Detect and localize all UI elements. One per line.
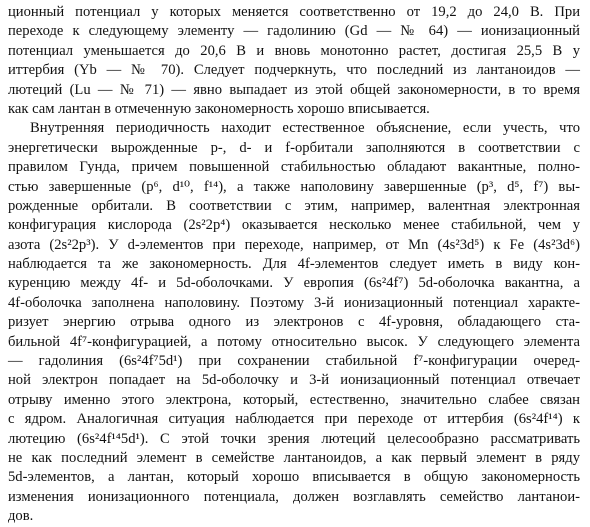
text-line: энергетически вырожденные p-, d- и f-орбитали заполняются в соответствии с	[8, 139, 580, 156]
text-line: иттербия (Yb — № 70). Следует подчеркнуть, что последний из лантаноидов —	[8, 62, 580, 79]
text-line: как сам лантан в отмеченную закономерность хорошо вписывается.	[8, 100, 430, 117]
paragraph-1	[8, 3, 580, 119]
text-line: куренцию между 4f- и 5d-оболочками. У европия (6s²4f⁷) 5d-оболочка вакантна, а	[8, 275, 580, 292]
text-line: лютеций (Lu — № 71) — явно выпадает из этой общей закономерности, в то время	[8, 81, 580, 98]
text-line: азота (2s²2p³). У d-элементов при переходе, например, от Mn (4s²3d⁵) к Fe (4s²3d⁶)	[8, 236, 580, 253]
text-line: 4f-оболочка заполнена наполовину. Поэтому 3-й ионизационный потенциал характе-	[8, 294, 580, 311]
text-line: 5d-элементов, а лантан, который хорошо вписывается в общую закономерность	[8, 469, 580, 486]
text-line: бильной 4f⁷-конфигурацией, а потому относительно высок. У следующего элемента	[8, 333, 580, 350]
text-line: лютецию (6s²4f¹⁴5d¹). С этой точки зрения лютеций целесообразно рассматривать	[8, 430, 580, 447]
text-line: не как последний элемент в семействе лантаноидов, а как первый элемент в ряду	[8, 449, 580, 466]
text-line: дов.	[8, 508, 34, 525]
text-line: изменения ионизационного потенциала, должен возглавлять семейство лантанои-	[8, 488, 580, 505]
text-line: стью завершенные (p⁶, d¹⁰, f¹⁴), а также наполовину завершенные (p³, d⁵, f⁷) вы-	[8, 178, 580, 195]
text-line: — гадолиния (6s²4f⁷5d¹) при сохранении стабильной f⁷-конфигурации очеред-	[8, 353, 580, 370]
text-line: наблюдается та же закономерность. Для 4f-элементов следует иметь в виду кон-	[8, 256, 580, 273]
text-line: с ядром. Аналогичная ситуация наблюдается при переходе от иттербия (6s²4f¹⁴) к	[8, 411, 580, 428]
text-line: рожденные орбитали. В соответствии с этим, например, валентная электронная	[8, 197, 580, 214]
text-line: переходе к следующему элементу — гадолинию (Gd — № 64) — ионизационный	[8, 23, 580, 40]
text-line: потенциал уменьшается до 20,6 В и вновь монотонно растет, достигая 25,5 В у	[8, 42, 580, 59]
text-line: ной электрон попадает на 5d-оболочку и 3-й ионизационный потенциал отвечает	[8, 372, 580, 389]
paragraph-2	[8, 119, 580, 526]
text-line: Внутренняя периодичность находит естественное объяснение, если учесть, что	[30, 120, 580, 137]
text-line: конфигурация кислорода (2s²2p⁴) оказывается несколько менее стабильной, чем у	[8, 217, 580, 234]
text-line: отрыву именно этого электрона, который, естественно, значительно слабее связан	[8, 391, 580, 408]
text-line: правилом Гунда, причем повышенной стабильностью обладают вакантные, полно-	[8, 159, 580, 176]
text-line: ционный потенциал у которых меняется соответственно от 19,2 до 24,0 В. При	[8, 4, 580, 20]
text-line: ризует энергию отрыва одного из электронов с 4f-уровня, обладающего ста-	[8, 314, 580, 331]
